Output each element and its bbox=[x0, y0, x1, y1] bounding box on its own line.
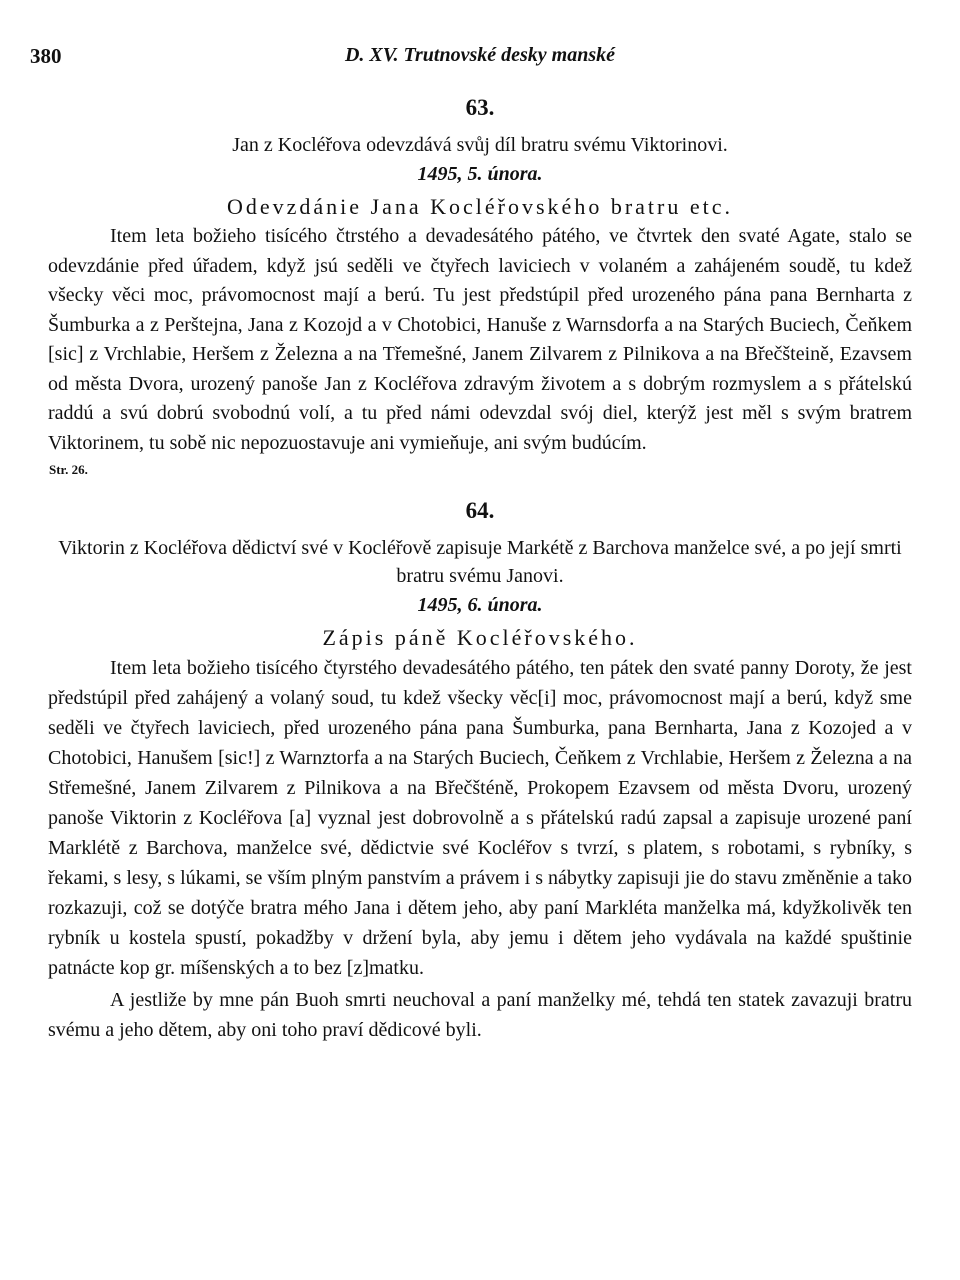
document-64 bbox=[48, 498, 912, 1045]
document-date: 1495, 6. února. bbox=[417, 594, 543, 616]
document-heading: Odevzdánie Jana Kocléřovského bratru etc. bbox=[226, 194, 733, 219]
source-reference: Str. 26. bbox=[49, 462, 88, 477]
document-heading: Zápis páně Kocléřovského. bbox=[322, 625, 638, 650]
document-paragraph: A jestliže by mne pán Buoh smrti neuchoval a paní manželky mé, tehdá ten statek zavazuji bratru svému a jeho dětem, aby oni toho praví dědicové byli. bbox=[48, 989, 912, 1041]
running-title: D. XV. Trutnovské desky manské bbox=[344, 44, 616, 66]
page-number: 380 bbox=[30, 44, 62, 68]
document-summary: Viktorin z Kocléřova dědictví své v Kocléřově zapisuje Markétě z Barchova manželce své, a po její smrti bratru svému Janovi. bbox=[58, 537, 902, 587]
page-header bbox=[30, 44, 930, 76]
document-paragraph: Item leta božieho tisícého čtrstého a devadesátého pátého, ve čtvrtek den svaté Agate, stalo se odevzdánie před úřadem, když jsú seděli ve čtyřech laviciech v volaném a zahájeném soudě, tu kdež všecky věci moc, právomocnost mají a berú. Tu jest předstúpil před urozeného pána pana Bernharta z Šumburka a z Perštejna, Jana z Kozojd a v Chotobici, Hanuše z Warnsdorfa a na Starých Buciech, Čeňkem [sic] z Vrchlabie, Heršem z Železna a na Třemešné, Janem Zilvarem z Pilnikova a na Břečšteině, Ezavsem od města Dvora, urozený panoše Jan z Kocléřova zdravým životem a s dobrým rozmyslem a s přátelskú raddú a svú dobrú svobodnú volí, a tu před námi odevzdal svój diel, kterýž jest měl s svým bratrem Viktorinem, tu sobě nic nepozuostavuje ani vymieňuje, ani svým budúcím. bbox=[48, 225, 912, 454]
document-list bbox=[48, 95, 912, 1045]
document-number: 64. bbox=[465, 498, 495, 523]
document-summary: Jan z Kocléřova odevzdává svůj díl bratru svému Viktorinovi. bbox=[232, 134, 728, 156]
document-63 bbox=[48, 95, 912, 478]
document-date: 1495, 5. února. bbox=[417, 163, 543, 185]
document-number: 63. bbox=[465, 95, 495, 120]
document-paragraph: Item leta božieho tisícého čtyrstého devadesátého pátého, ten pátek den svaté panny Doroty, že jest předstúpil před zahájený a volaný soud, tu kdež všecky věc[i] moc, právomocnost mají a berú, když sme seděli ve čtyřech laviciech, před urozeného pána pana Šumburka, pana Bernharta, Jana z Kozojed a v Chotobici, Hanušem [sic!] z Warnztorfa a na Starých Buciech, Čeňkem z Vrchlabie, Heršem z Železna a na Střemešné, Janem Zilvarem z Pilnikova a na Břečšténě, Prokopem Ezavsem od města Dvoru, urozený panoše Viktorin z Kocléřova [a] vyznal jest dobrovolně a s přátelskú radú zapsal a zapisuje urozené paní Marklétě z Barchova, manželce své, dědictvie své Kocléřov s tvrzí, s platem, s robotami, s rybníky, s řekami, s lesy, s lúkami, se vším plným panstvím a právem i s nábytky zapisuji jie do stavu změněnie a tako rozkazuji, což se dotýče bratra mého Jana i dětem jeho, aby paní Markléta manželka má, kdyžkolivěk ten rybník u kostela spustí, pokadžby v držení byla, aby jemu i dětem jeho vydávala na každé spuštinie patnácte kop gr. míšenských a to bez [z]matku. bbox=[48, 657, 912, 979]
